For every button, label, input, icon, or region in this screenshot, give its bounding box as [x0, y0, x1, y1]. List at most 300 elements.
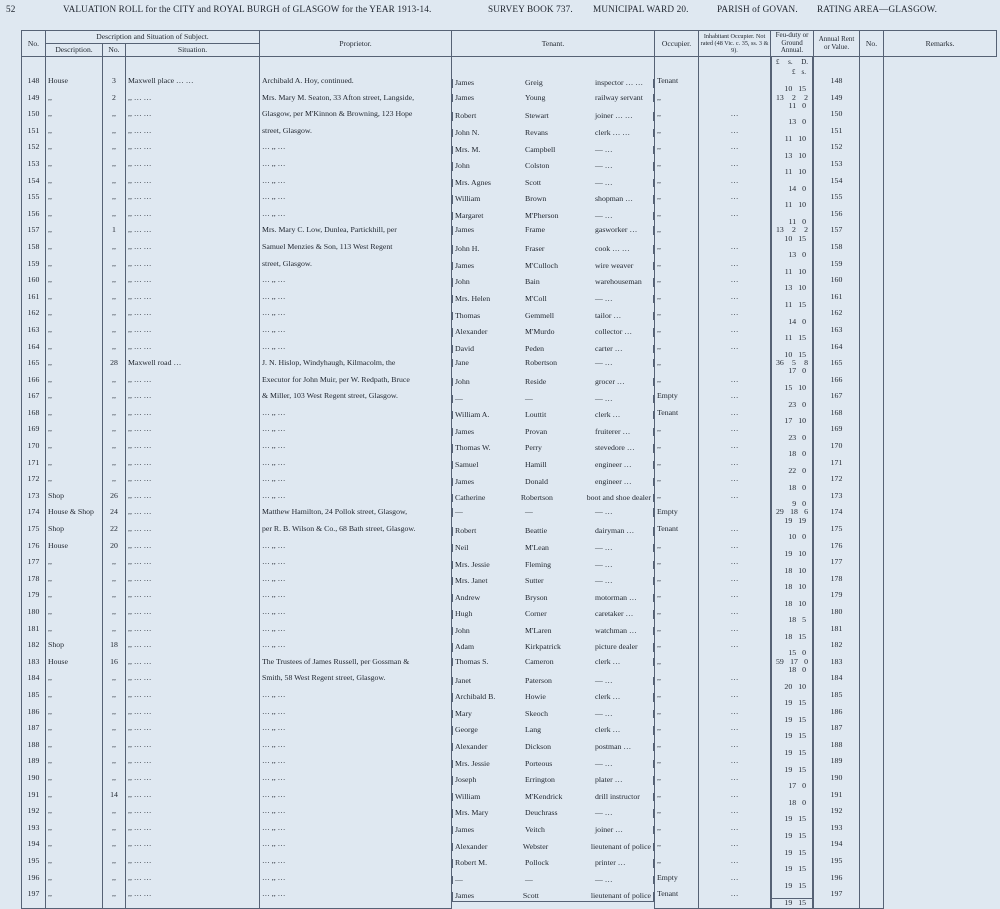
entry-no: 167: [22, 392, 46, 409]
entry-tenant: [452, 643, 654, 651]
table-row: [22, 210, 997, 227]
entry-occupier: ,,: [655, 791, 699, 808]
entry-remarks: [860, 359, 884, 376]
table-row: [22, 309, 997, 326]
tenant-surname: Louttit: [525, 411, 547, 420]
entry-proprietor: … ,, …: [260, 857, 452, 874]
entry-no-right: 177: [814, 558, 860, 575]
feu-units: £ s. D.: [771, 57, 813, 67]
entry-no-right: 192: [814, 807, 860, 824]
entry-tenant: [452, 677, 654, 685]
tenant-first-name: Mary: [455, 709, 472, 718]
entry-remarks: [860, 293, 884, 310]
entry-no-right: 169: [814, 425, 860, 442]
tenant-surname: Pollock: [525, 859, 549, 868]
page-title: VALUATION ROLL for the CITY and ROYAL BURGH of GLASGOW for the YEAR 1913-14.: [63, 4, 432, 14]
entry-proprietor: … ,, …: [260, 608, 452, 625]
tenant-first-name: Mrs. Agnes: [455, 178, 491, 187]
entry-description: ,,: [46, 741, 103, 758]
entry-annual-rent: 19 15: [771, 716, 813, 724]
entry-occupier: ,,: [655, 774, 699, 791]
entry-proprietor: … ,, …: [260, 326, 452, 343]
col-proprietor: Proprietor.: [260, 31, 452, 57]
entry-no: 185: [22, 691, 46, 708]
table-row: [22, 874, 997, 891]
entry-remarks: [860, 508, 884, 525]
entry-no: 156: [22, 210, 46, 227]
entry-remarks: [860, 425, 884, 442]
entry-no: 163: [22, 326, 46, 343]
entry-occupier: Tenant: [655, 77, 699, 94]
entry-description: ,,: [46, 343, 103, 360]
tenant-surname: Webster: [522, 842, 549, 851]
tenant-occupation: — …: [595, 709, 613, 718]
entry-number: ,,: [103, 459, 126, 476]
entry-proprietor: … ,, …: [260, 591, 452, 608]
entry-no: 195: [22, 857, 46, 874]
entry-annual-rent: 18 0: [771, 666, 813, 674]
entry-number: ,,: [103, 608, 126, 625]
entry-proprietor: The Trustees of James Russell, per Gossman &: [260, 658, 452, 675]
entry-number: ,,: [103, 724, 126, 741]
entry-situation: ,, … …: [126, 807, 260, 824]
entry-tenant: [452, 444, 654, 452]
entry-description: ,,: [46, 210, 103, 227]
entry-proprietor: … ,, …: [260, 177, 452, 194]
entry-description: ,,: [46, 724, 103, 741]
entry-inhabitant: …: [699, 691, 771, 708]
entry-no: 175: [22, 525, 46, 542]
tenant-occupation: boot and shoe dealer: [586, 494, 652, 503]
entry-situation: ,, … …: [126, 442, 260, 459]
entry-annual-rent: 14 0: [771, 318, 813, 326]
entry-remarks: [860, 442, 884, 459]
table-row: [22, 542, 997, 559]
entry-tenant: [452, 793, 654, 801]
entry-inhabitant: …: [699, 558, 771, 575]
entry-description: ,,: [46, 459, 103, 476]
entry-no-right: 165: [814, 359, 860, 376]
entry-description: ,,: [46, 608, 103, 625]
entry-occupier: Empty: [655, 874, 699, 891]
entry-no-right: 171: [814, 459, 860, 476]
entry-inhabitant: …: [699, 840, 771, 857]
entry-no: 159: [22, 260, 46, 277]
entry-occupier: ,,: [655, 226, 699, 243]
tenant-first-name: Neil: [455, 543, 469, 552]
entry-feu-duty: [771, 376, 813, 384]
entry-inhabitant: …: [699, 276, 771, 293]
entry-feu-duty: [771, 890, 813, 899]
entry-no-right: 188: [814, 741, 860, 758]
entry-occupier: ,,: [655, 376, 699, 393]
entry-tenant: [452, 411, 654, 419]
entry-feu-duty: [771, 824, 813, 832]
tenant-surname: Errington: [525, 776, 555, 785]
entry-no-right: 170: [814, 442, 860, 459]
col-inhabitant-occupier: Inhabitant Occupier. Not rated (48 Vic. c. 35, ss. 3 & 9).: [699, 31, 771, 57]
entry-situation: ,, … …: [126, 840, 260, 857]
table-row: [22, 492, 997, 509]
entry-inhabitant: …: [699, 143, 771, 160]
entry-inhabitant: …: [699, 591, 771, 608]
entry-proprietor: … ,, …: [260, 840, 452, 857]
entry-no: 184: [22, 674, 46, 691]
entry-proprietor: … ,, …: [260, 542, 452, 559]
entry-no: 162: [22, 309, 46, 326]
entry-tenant: [452, 776, 654, 784]
table-row: [22, 625, 997, 642]
entry-situation: ,, … …: [126, 674, 260, 691]
entry-feu-duty: [771, 608, 813, 616]
entry-no: 197: [22, 890, 46, 909]
tenant-occupation: inspector … …: [595, 79, 644, 88]
tenant-first-name: John H.: [455, 245, 480, 254]
entry-description: ,,: [46, 226, 103, 243]
entry-occupier: ,,: [655, 658, 699, 675]
entry-remarks: [860, 608, 884, 625]
tenant-first-name: Catherine: [455, 494, 486, 503]
tenant-surname: Cameron: [525, 657, 554, 666]
col-occupier: Occupier.: [655, 31, 699, 57]
entry-occupier: ,,: [655, 857, 699, 874]
col-description: Description.: [46, 44, 103, 57]
entry-number: 24: [103, 508, 126, 525]
entry-feu-duty: [771, 625, 813, 633]
entry-situation: ,, … …: [126, 376, 260, 393]
entry-feu-duty: [771, 177, 813, 185]
tenant-first-name: John: [455, 626, 470, 635]
tenant-occupation: shopman …: [595, 195, 633, 204]
tenant-first-name: Hugh: [455, 610, 473, 619]
tenant-surname: Beattie: [525, 527, 548, 536]
entry-proprietor: … ,, …: [260, 160, 452, 177]
tenant-occupation: — …: [595, 212, 613, 221]
entry-inhabitant: …: [699, 177, 771, 194]
entry-tenant: [452, 577, 654, 585]
entry-no-right: 151: [814, 127, 860, 144]
entry-no-right: 186: [814, 708, 860, 725]
entry-feu-duty: [771, 558, 813, 566]
entry-remarks: [860, 890, 884, 909]
entry-feu-duty: [771, 525, 813, 533]
tenant-occupation: engineer …: [595, 477, 632, 486]
entry-number: ,,: [103, 674, 126, 691]
entry-no: 157: [22, 226, 46, 243]
entry-proprietor: … ,, …: [260, 807, 452, 824]
tenant-first-name: John: [455, 162, 470, 171]
tenant-first-name: James: [455, 892, 475, 901]
tenant-first-name: Mrs. Jessie: [455, 560, 490, 569]
entry-no-right: 175: [814, 525, 860, 542]
entry-proprietor: … ,, …: [260, 575, 452, 592]
entry-annual-rent: 10 0: [771, 533, 813, 541]
entry-feu-duty: [771, 741, 813, 749]
entry-description: ,,: [46, 160, 103, 177]
entry-annual-rent: 13 10: [771, 152, 813, 160]
entry-no-right: 193: [814, 824, 860, 841]
entry-tenant: [452, 278, 654, 286]
table-row: [22, 824, 997, 841]
tenant-first-name: Janet: [455, 676, 472, 685]
entry-situation: ,, … …: [126, 459, 260, 476]
tenant-first-name: Margaret: [455, 212, 484, 221]
entry-occupier: ,,: [655, 558, 699, 575]
entry-feu-duty: [771, 591, 813, 599]
entry-situation: ,, … …: [126, 525, 260, 542]
table-row: [22, 591, 997, 608]
entry-tenant: [452, 710, 654, 718]
entry-no-right: 148: [814, 77, 860, 94]
entry-remarks: [860, 857, 884, 874]
tenant-surname: Bain: [525, 278, 540, 287]
entry-proprietor: … ,, …: [260, 757, 452, 774]
tenant-first-name: James: [455, 261, 475, 270]
entry-situation: ,, … …: [126, 260, 260, 277]
tenant-first-name: James: [455, 79, 475, 88]
entry-feu-duty: [771, 708, 813, 716]
entry-occupier: ,,: [655, 110, 699, 127]
tenant-first-name: Mrs. Janet: [455, 577, 488, 586]
tenant-surname: Stewart: [525, 112, 549, 121]
tenant-first-name: Mrs. Jessie: [455, 759, 490, 768]
entry-feu-duty: [771, 309, 813, 317]
tenant-surname: Provan: [525, 427, 548, 436]
entry-remarks: [860, 625, 884, 642]
entry-feu-duty: [771, 77, 813, 85]
entry-description: House: [46, 658, 103, 675]
tenant-occupation: clerk …: [595, 411, 621, 420]
entry-inhabitant: …: [699, 309, 771, 326]
entry-feu-duty: [771, 459, 813, 467]
entry-tenant: [452, 892, 654, 901]
entry-number: 28: [103, 359, 126, 376]
entry-annual-rent: 19 15: [771, 865, 813, 873]
entry-feu-duty: [771, 475, 813, 483]
entry-description: ,,: [46, 260, 103, 277]
entry-proprietor: … ,, …: [260, 425, 452, 442]
entry-feu-duty: [771, 641, 813, 649]
entry-inhabitant: …: [699, 193, 771, 210]
entry-proprietor: … ,, …: [260, 874, 452, 891]
entry-inhabitant: …: [699, 409, 771, 426]
entry-inhabitant: …: [699, 210, 771, 227]
entry-tenant: [452, 129, 654, 137]
entry-tenant: [452, 843, 654, 851]
entry-annual-rent: 13 10: [771, 284, 813, 292]
table-row: [22, 774, 997, 791]
entry-inhabitant: …: [699, 641, 771, 658]
entry-number: ,,: [103, 160, 126, 177]
entry-no-right: 195: [814, 857, 860, 874]
entry-tenant: [452, 428, 654, 436]
entry-inhabitant: …: [699, 459, 771, 476]
entry-proprietor: Mrs. Mary M. Seaton, 33 Afton street, Langside,: [260, 94, 452, 111]
entry-feu-duty: [771, 210, 813, 218]
entry-feu-duty: [771, 260, 813, 268]
entry-number: ,,: [103, 824, 126, 841]
entry-number: 2: [103, 94, 126, 111]
entry-proprietor: Glasgow, per M'Kinnon & Browning, 123 Hope: [260, 110, 452, 127]
col-situation: Situation.: [126, 44, 260, 57]
entry-proprietor: … ,, …: [260, 691, 452, 708]
entry-inhabitant: …: [699, 890, 771, 909]
entry-inhabitant: …: [699, 791, 771, 808]
tenant-first-name: James: [455, 826, 475, 835]
entry-annual-rent: 20 10: [771, 683, 813, 691]
entry-no-right: 152: [814, 143, 860, 160]
table-row: [22, 326, 997, 343]
entry-situation: ,, … …: [126, 641, 260, 658]
entry-no: 160: [22, 276, 46, 293]
tenant-occupation: drill instructor: [595, 792, 640, 801]
page-number: 52: [6, 4, 16, 14]
tenant-surname: M'Culloch: [525, 261, 559, 270]
entry-no: 158: [22, 243, 46, 260]
entry-occupier: ,,: [655, 260, 699, 277]
tenant-surname: Peden: [525, 344, 545, 353]
entry-annual-rent: 22 0: [771, 467, 813, 475]
tenant-occupation: — …: [595, 875, 613, 884]
entry-proprietor: … ,, …: [260, 641, 452, 658]
entry-no: 166: [22, 376, 46, 393]
entry-description: Shop: [46, 641, 103, 658]
entry-no: 149: [22, 94, 46, 111]
entry-no-right: 180: [814, 608, 860, 625]
tenant-surname: M'Pherson: [525, 212, 559, 221]
entry-feu-duty: 36 5 8: [771, 359, 813, 367]
table-row: [22, 840, 997, 857]
entry-annual-rent: 11 0: [771, 102, 813, 110]
entry-proprietor: … ,, …: [260, 210, 452, 227]
entry-situation: ,, … …: [126, 774, 260, 791]
entry-tenant: [452, 345, 654, 353]
entry-tenant: [452, 760, 654, 768]
entry-inhabitant: …: [699, 575, 771, 592]
entry-no: 173: [22, 492, 46, 509]
entry-tenant: [452, 594, 654, 602]
entry-proprietor: … ,, …: [260, 724, 452, 741]
entry-remarks: [860, 210, 884, 227]
tenant-surname: Brown: [525, 195, 547, 204]
entry-occupier: ,,: [655, 641, 699, 658]
entry-number: ,,: [103, 143, 126, 160]
entry-number: ,,: [103, 774, 126, 791]
entry-situation: ,, … …: [126, 160, 260, 177]
tenant-first-name: John: [455, 377, 470, 386]
entry-inhabitant: …: [699, 110, 771, 127]
entry-feu-duty: [771, 193, 813, 201]
entry-no-right: 181: [814, 625, 860, 642]
table-row: [22, 276, 997, 293]
entry-no: 152: [22, 143, 46, 160]
entry-feu-duty: [771, 392, 813, 400]
tenant-surname: Robertson: [525, 359, 558, 368]
entry-feu-duty: 13 2 2: [771, 226, 813, 234]
entry-annual-rent: 23 0: [771, 434, 813, 442]
entry-number: ,,: [103, 442, 126, 459]
entry-no-right: 149: [814, 94, 860, 111]
entry-no: 196: [22, 874, 46, 891]
entry-inhabitant: …: [699, 824, 771, 841]
entry-description: ,,: [46, 359, 103, 376]
entry-annual-rent: 19 15: [771, 732, 813, 740]
entry-tenant: [452, 245, 654, 253]
entry-inhabitant: …: [699, 674, 771, 691]
entry-description: ,,: [46, 475, 103, 492]
entry-feu-duty: [771, 791, 813, 799]
entry-no-right: 161: [814, 293, 860, 310]
entry-tenant: [452, 94, 654, 102]
entry-remarks: [860, 409, 884, 426]
entry-description: ,,: [46, 293, 103, 310]
entry-occupier: ,,: [655, 326, 699, 343]
table-row: [22, 127, 997, 144]
tenant-occupation: lieutenant of police: [590, 892, 652, 901]
entry-occupier: ,,: [655, 542, 699, 559]
table-row: [22, 226, 997, 243]
tenant-surname: Paterson: [525, 676, 552, 685]
entry-feu-duty: [771, 442, 813, 450]
tenant-occupation: — …: [595, 394, 613, 403]
table-row: [22, 392, 997, 409]
tenant-occupation: fruiterer …: [595, 427, 631, 436]
entry-annual-rent: 18 0: [771, 484, 813, 492]
col-no: No.: [22, 31, 46, 57]
tenant-surname: Revans: [525, 129, 548, 138]
entry-remarks: [860, 309, 884, 326]
survey-book: SURVEY BOOK 737.: [488, 4, 573, 14]
entry-tenant: [452, 859, 654, 867]
tenant-occupation: — …: [595, 295, 613, 304]
entry-annual-rent: 11 10: [771, 135, 813, 143]
entry-number: ,,: [103, 857, 126, 874]
tenant-surname: M'Lean: [525, 543, 549, 552]
table-row: [22, 791, 997, 808]
entry-occupier: ,,: [655, 94, 699, 111]
tenant-first-name: John: [455, 278, 470, 287]
tenant-first-name: Mrs. M.: [455, 145, 481, 154]
table-row: [22, 757, 997, 774]
entry-inhabitant: …: [699, 625, 771, 642]
entry-no: 182: [22, 641, 46, 658]
table-row: [22, 343, 997, 360]
entry-proprietor: … ,, …: [260, 625, 452, 642]
entry-situation: ,, … …: [126, 226, 260, 243]
entry-no-right: 153: [814, 160, 860, 177]
entry-no-right: 155: [814, 193, 860, 210]
entry-occupier: ,,: [655, 243, 699, 260]
entry-proprietor: … ,, …: [260, 442, 452, 459]
entry-description: ,,: [46, 425, 103, 442]
entry-remarks: [860, 260, 884, 277]
tenant-surname: Scott: [522, 892, 539, 901]
entry-no-right: 187: [814, 724, 860, 741]
entry-remarks: [860, 691, 884, 708]
entry-annual-rent: 18 10: [771, 567, 813, 575]
tenant-occupation: cook … …: [595, 245, 630, 254]
entry-situation: ,, … …: [126, 608, 260, 625]
entry-description: ,,: [46, 874, 103, 891]
entry-inhabitant: [699, 94, 771, 111]
entry-remarks: [860, 226, 884, 243]
entry-situation: ,, … …: [126, 691, 260, 708]
table-row: [22, 260, 997, 277]
entry-annual-rent: 17 0: [771, 782, 813, 790]
tenant-occupation: — …: [595, 178, 613, 187]
tenant-first-name: James: [455, 93, 475, 102]
entry-tenant: [452, 726, 654, 734]
